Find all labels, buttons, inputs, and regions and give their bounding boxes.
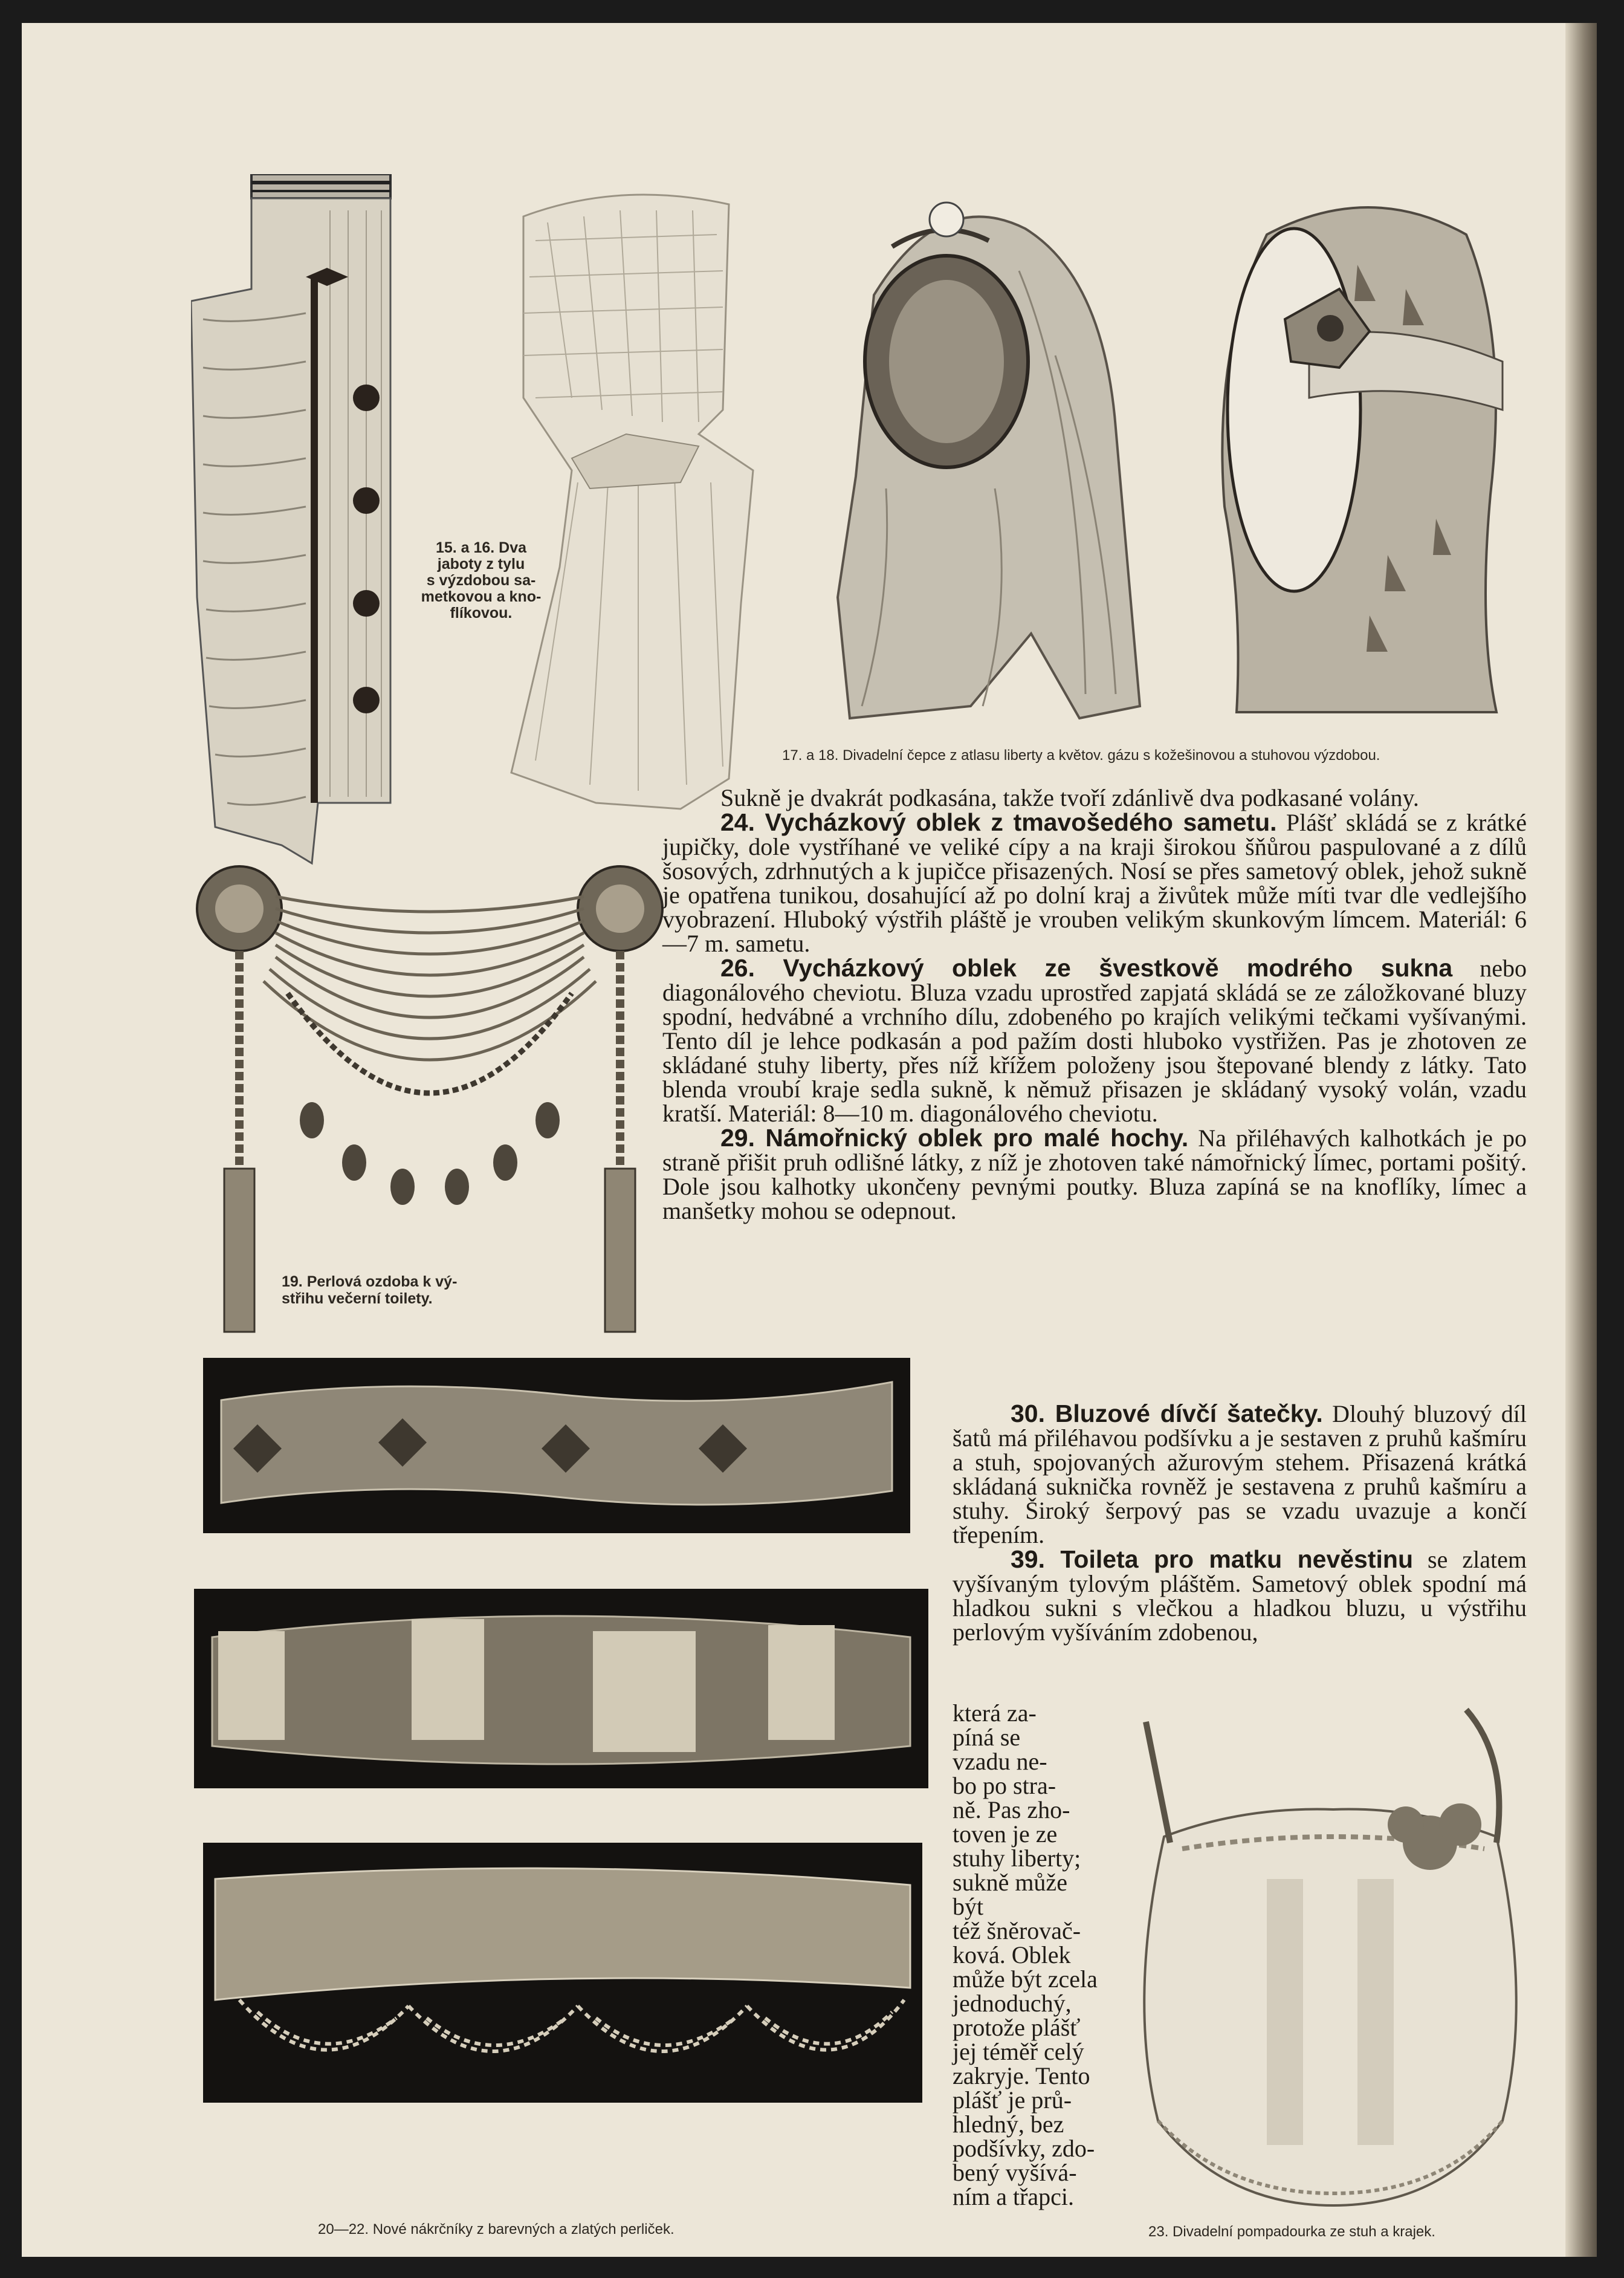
caption-19	[282, 1273, 511, 1307]
jabot-illustration	[191, 174, 396, 869]
text-line: vzadu ne-	[953, 1748, 1047, 1775]
beaded-collar-illustration	[203, 1843, 922, 2103]
paragraph-text: se zlatem vyšívaným tylovým pláštěm. Sametový oblek spodní má hladkou sukni s vlečkou a hladkou bluzu, u výstřihu perlovým vyšíváním zdobenou,	[953, 1546, 1527, 1646]
caption-15-16	[403, 540, 560, 621]
text-line: může být zcela	[953, 1965, 1098, 1993]
text-line: píná se	[953, 1724, 1021, 1751]
bonnet-with-bow-illustration	[1188, 180, 1527, 724]
caption-17-18: 17. a 18. Divadelní čepce z atlasu liberty a květov. gázu s kožešinovou a stuhovou výzdobou.	[782, 747, 1380, 764]
heading-30: 30. Bluzové dívčí šatečky.	[1011, 1400, 1323, 1427]
article-text-narrow	[953, 1401, 1527, 1644]
beaded-collar-illustration	[203, 1358, 910, 1533]
text-line: bený vyšívá-	[953, 2159, 1077, 2186]
text-line: též šněrovač-	[953, 1917, 1081, 1944]
text-line: toven je ze	[953, 1820, 1058, 1848]
paragraph-intro: Sukně je dvakrát podkasána, takže tvoří zdánlivě dva podkasané volány.	[720, 784, 1419, 811]
article-text-side-column	[953, 1701, 1104, 2209]
caption-line: flíkovou.	[450, 605, 513, 621]
magazine-page	[22, 23, 1597, 2257]
heading-29: 29. Námořnický oblek pro malé hochy.	[720, 1124, 1189, 1152]
paragraph-29	[662, 1126, 1527, 1223]
caption-line: s výzdobou sa-	[426, 572, 536, 589]
text-line: zakryje. Tento	[953, 2062, 1090, 2089]
beaded-collar-illustration	[194, 1589, 928, 1788]
page-edge	[1565, 23, 1597, 2257]
paragraph-text: nebo diagonálového cheviotu. Bluza vzadu uprostřed zapjatá skládá se ze záložkované bluzy spodní, hedvábné a vrchního dílu, zdobeného po krajích velikými tečkami vyšívanými. Tento díl je lehce podkasán a pod pažím dosti hluboko vystřižen. Pas je zhotoven ze skládané stuhy liberty, přes níž křížem položeny jsou štepované blendy z látky. Tato blenda vroubí kraje sedla sukně, k němuž přisazen je skládaný vysoký volán, vzadu kratší. Materiál: 8—10 m. diagonálového cheviotu.	[662, 955, 1527, 1127]
paragraph-text: Plášť skládá se z krátké jupičky, dole vystříhané ve veliké cípy a na kraji širokou šňůrou paspulované a z dílů šosových, zdrhnutých a k jupičce přisazených. Nosí se přes sametový oblek, jehož sukně je opatřena tunikou, dosahující až po dolní kraj a živůtek může míti tvar dle vedlejšího vyobrazení. Hluboký výstřih pláště je vrouben velikým skunkovým límcem. Materiál: 6—7 m. sametu.	[662, 809, 1527, 957]
caption-line: 15. a 16. Dva	[435, 539, 527, 556]
text-line: která za-	[953, 1699, 1037, 1727]
beaded-collar-panel-20	[203, 1358, 910, 1533]
text-line: podšívky, zdo-	[953, 2135, 1095, 2162]
paragraph-30	[953, 1401, 1527, 1547]
caption-line: střihu večerní toilety.	[282, 1290, 433, 1307]
text-line: protože plášť	[953, 2014, 1081, 2041]
paragraph-text: Dlouhý bluzový díl šatů má přiléhavou podšívku a je sestaven z pruhů kašmíru a stuh, spojovaných ažurovým stehem. Přisazená krátká skládaná suknička rovněž je sestavena z pruhů kašmíru a stuhy. Široký šerpový pas se vzadu uvazuje a končí třepením.	[953, 1400, 1527, 1548]
paragraph-26	[662, 956, 1527, 1126]
caption-line: jaboty z tylu	[437, 556, 525, 573]
text-line: ním a třapci.	[953, 2183, 1075, 2210]
text-line: sukně může být	[953, 1869, 1067, 1920]
text-line: plášť je prů-	[953, 2086, 1072, 2114]
heading-26: 26. Vycházkový oblek ze švestkově modrého sukna	[720, 954, 1453, 982]
pompadour-bag-illustration	[1104, 1686, 1551, 2211]
caption-line: metkovou a kno-	[421, 588, 542, 605]
paragraph-39	[953, 1547, 1527, 1644]
text-line: jednoduchý,	[953, 1990, 1072, 2017]
caption-23: 23. Divadelní pompadourka ze stuh a krajek.	[1148, 2224, 1435, 2240]
bonnet-illustration	[801, 174, 1164, 730]
ruffle-jabot-illustration	[499, 180, 759, 815]
paragraph-text: Na přiléhavých kalhotkách je po straně přišit pruh odlišné látky, z níž je zhotoven také námořnický límec, portami pošitý. Dole jsou kalhotky ukončeny pevnými poutky. Bluza zapíná se na knoflíky, límec a manšetky mohou se odepnout.	[662, 1124, 1527, 1224]
caption-20-22: 20—22. Nové nákrčníky z barevných a zlatých perliček.	[318, 2221, 675, 2237]
beaded-collar-panel-22	[203, 1843, 922, 2103]
beaded-collar-panel-21	[194, 1589, 928, 1788]
heading-24: 24. Vycházkový oblek z tmavošedého sametu.	[720, 808, 1277, 836]
text-line: jej téměř celý	[953, 2038, 1084, 2065]
paragraph-24	[662, 810, 1527, 956]
text-line: hledný, bez	[953, 2111, 1064, 2138]
caption-line: 19. Perlová ozdoba k vý-	[282, 1273, 458, 1290]
heading-39: 39. Toileta pro matku nevěstinu	[1011, 1545, 1413, 1573]
text-line: ková. Oblek	[953, 1941, 1071, 1968]
text-line: ně. Pas zho-	[953, 1796, 1070, 1823]
article-text-main	[662, 786, 1527, 1223]
text-line: stuhy liberty;	[953, 1845, 1081, 1872]
text-line: bo po stra-	[953, 1772, 1056, 1799]
